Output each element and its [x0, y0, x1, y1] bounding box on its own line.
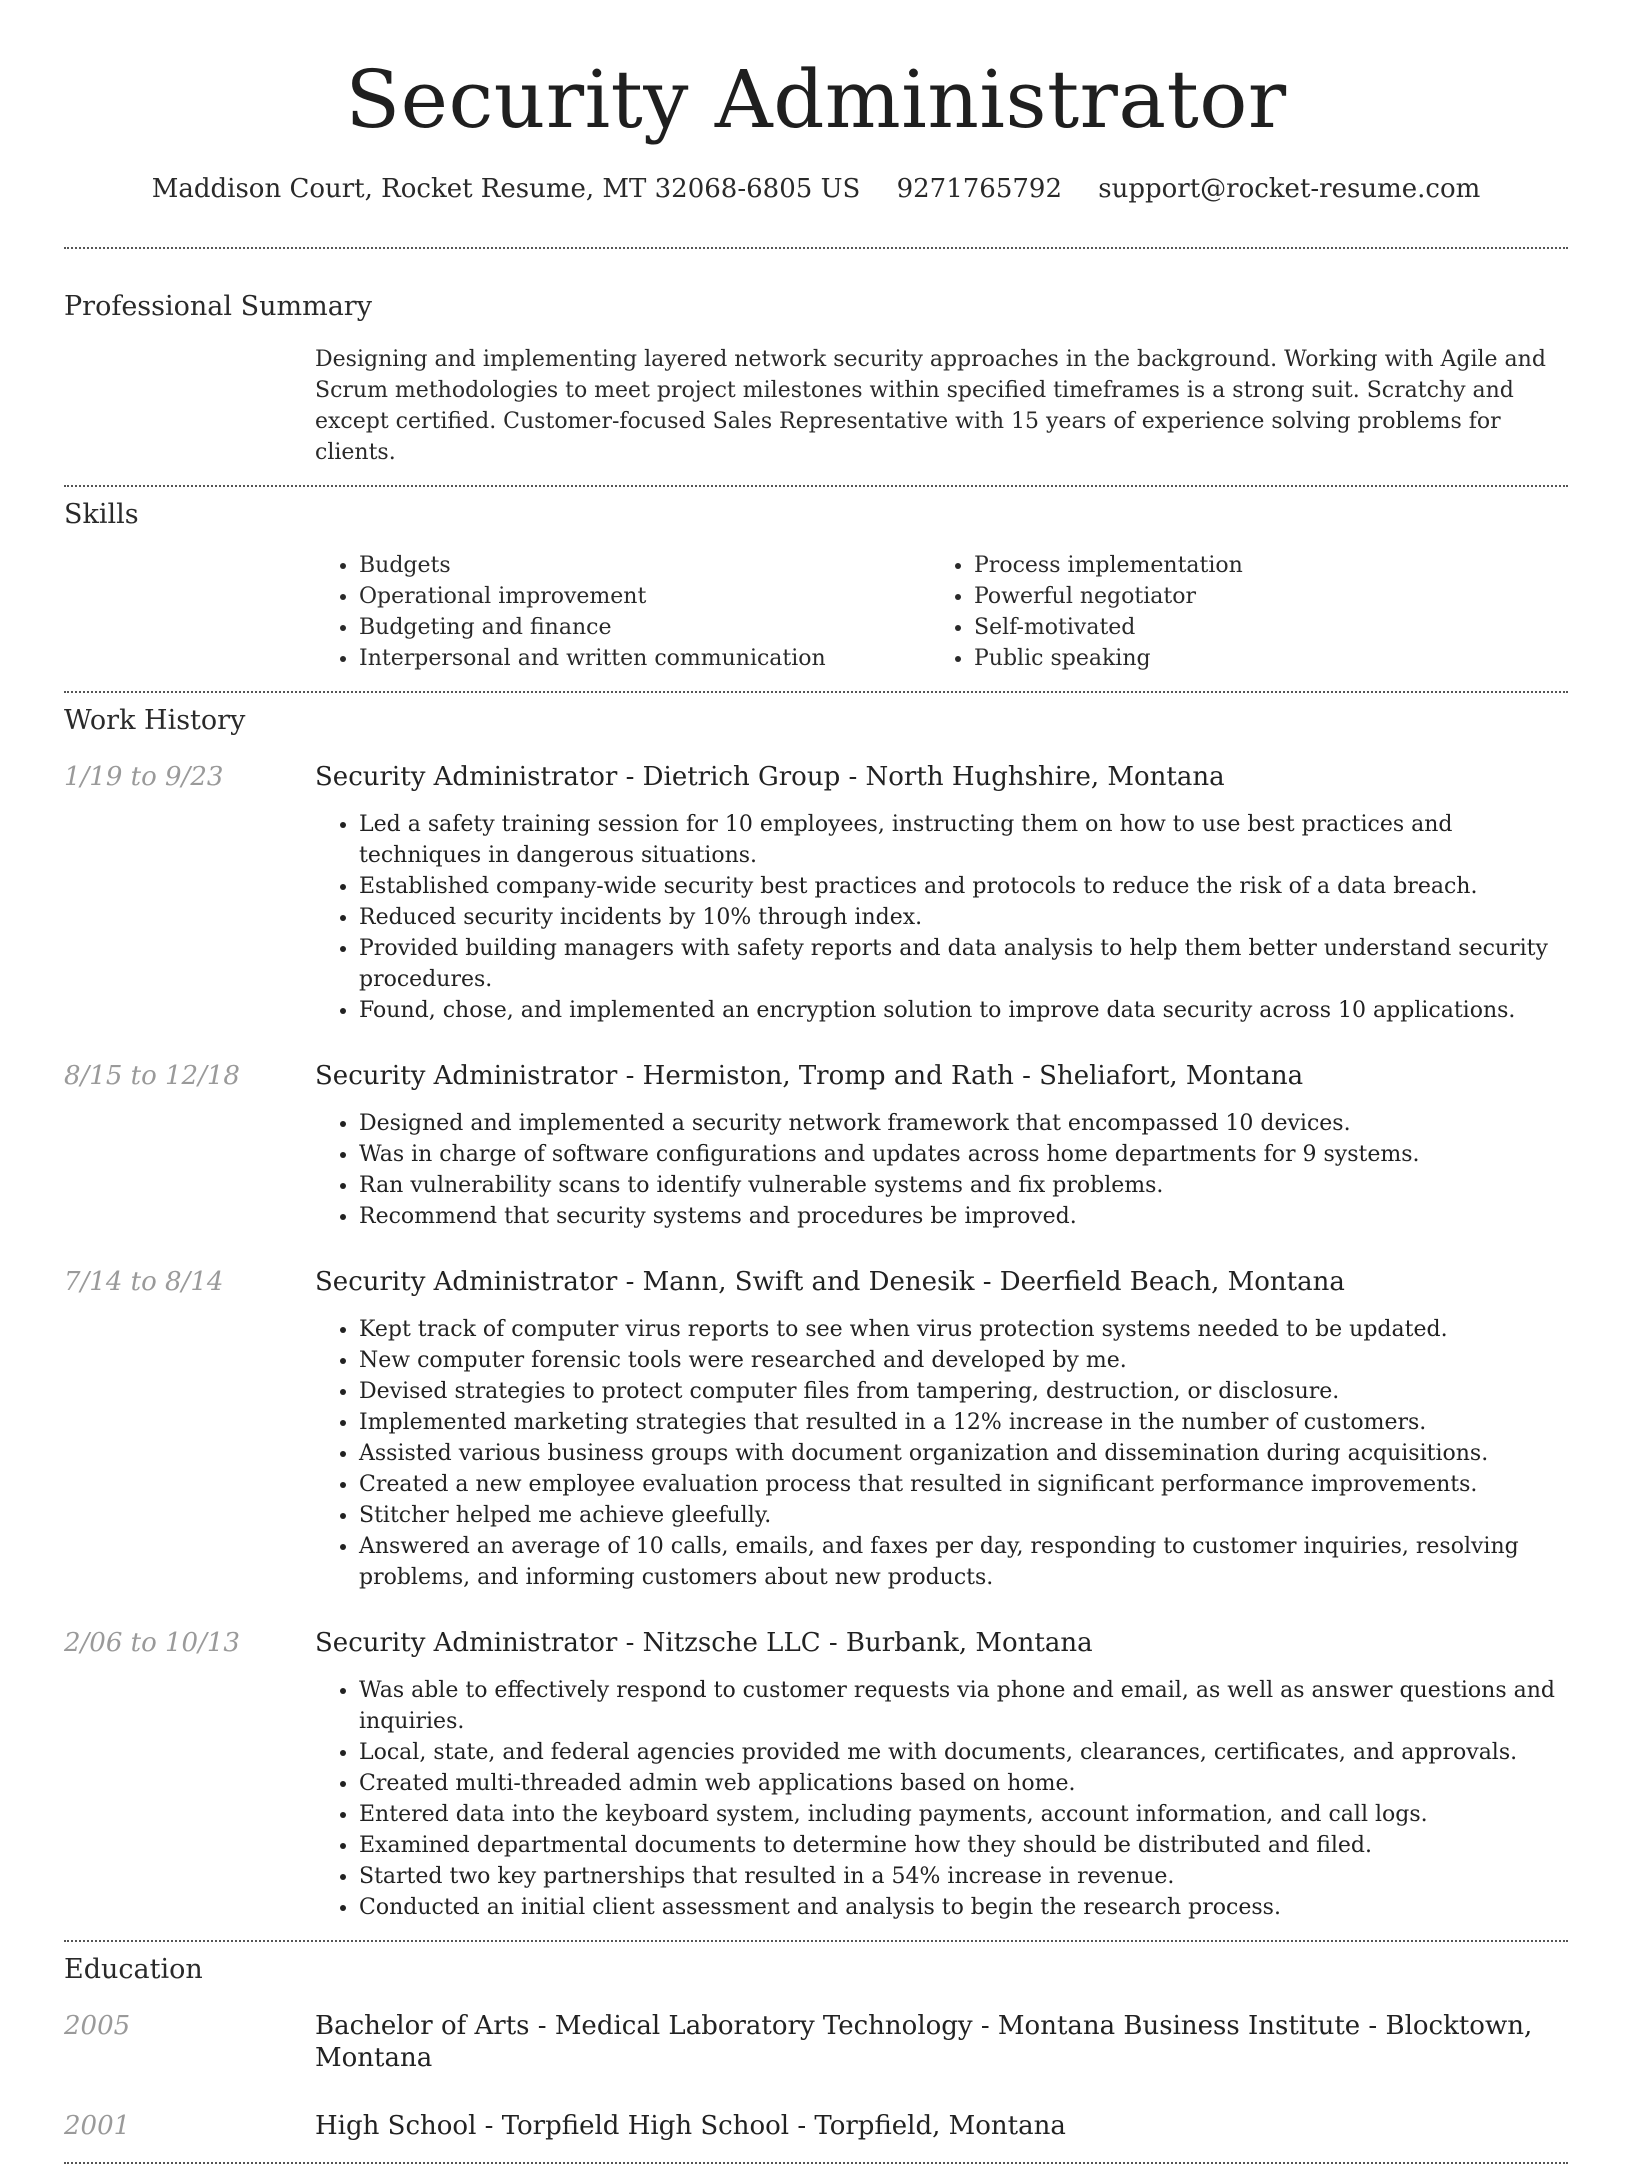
- job-entry: [64, 1060, 1568, 1232]
- divider: [64, 485, 1568, 487]
- job-entry: [64, 761, 1568, 1026]
- section-title-work-history: Work History: [64, 705, 246, 736]
- skill-item: • Budgets: [359, 550, 930, 581]
- job-body: [315, 1627, 1568, 1923]
- job-bullet: • Started two key partnerships that resulted in a 54% increase in revenue.: [359, 1861, 1568, 1892]
- education-text: High School - Torpfield High School - Torpfield, Montana: [315, 2111, 1066, 2141]
- job-bullet: • Implemented marketing strategies that resulted in a 12% increase in the number of customers.: [359, 1407, 1568, 1438]
- job-body: [315, 1060, 1568, 1232]
- job-bullet: • Created multi-threaded admin web applications based on home.: [359, 1768, 1568, 1799]
- education-date: 2005: [64, 2011, 131, 2041]
- job-title: Security Administrator - Mann, Swift and Denesik - Deerfield Beach, Montana: [315, 1267, 1345, 1297]
- job-bullet: • Entered data into the keyboard system, including payments, account information, and call logs.: [359, 1799, 1568, 1830]
- job-bullets: [315, 1108, 1568, 1232]
- resume-page: [64, 0, 1568, 2164]
- skill-item: • Operational improvement: [359, 581, 930, 612]
- summary-section: [315, 344, 1568, 468]
- skill-item: • Process implementation: [974, 550, 1243, 581]
- skill-item: • Powerful negotiator: [974, 581, 1243, 612]
- job-bullet: • Kept track of computer virus reports to see when virus protection systems needed to be updated.: [359, 1314, 1568, 1345]
- job-title: Security Administrator - Hermiston, Tromp and Rath - Sheliafort, Montana: [315, 1061, 1304, 1091]
- skill-item: • Self-motivated: [974, 612, 1243, 643]
- section-title-summary: Professional Summary: [64, 291, 372, 322]
- job-bullet: • Reduced security incidents by 10% through index.: [359, 902, 1568, 933]
- education-entry: [64, 2010, 1568, 2074]
- education-entry: [64, 2110, 1568, 2142]
- contact-email: support@rocket-resume.com: [1098, 174, 1481, 204]
- job-bullet: • Found, chose, and implemented an encryption solution to improve data security across 10 applications.: [359, 995, 1568, 1026]
- job-body: [315, 761, 1568, 1026]
- divider: [64, 247, 1568, 249]
- job-date: 7/14 to 8/14: [64, 1267, 224, 1297]
- job-bullet: • Was able to effectively respond to customer requests via phone and email, as well as answer questions and inquiries.: [359, 1675, 1568, 1737]
- section-title-education: Education: [64, 1954, 203, 1985]
- job-bullet: • Assisted various business groups with document organization and dissemination during acquisitions.: [359, 1438, 1568, 1469]
- job-bullet: • New computer forensic tools were researched and developed by me.: [359, 1345, 1568, 1376]
- job-bullet: • Conducted an initial client assessment and analysis to begin the research process.: [359, 1892, 1568, 1923]
- job-bullet: • Established company-wide security best practices and protocols to reduce the risk of a data breach.: [359, 871, 1568, 902]
- job-bullet: • Provided building managers with safety reports and data analysis to help them better understand security procedures.: [359, 933, 1568, 995]
- section-title-skills: Skills: [64, 499, 139, 530]
- summary-text: Designing and implementing layered network security approaches in the background. Working with Agile and Scrum methodologies to meet project milestones within specified timeframes is a strong suit. Scratchy and except certified. Customer-focused Sales Representative with 15 years of experience solving problems for clients.: [315, 347, 1546, 465]
- skills-column-2: [930, 550, 1243, 674]
- job-bullet: • Recommend that security systems and procedures be improved.: [359, 1201, 1568, 1232]
- job-bullet: • Devised strategies to protect computer files from tampering, destruction, or disclosure.: [359, 1376, 1568, 1407]
- job-bullet: • Local, state, and federal agencies provided me with documents, clearances, certificates, and approvals.: [359, 1737, 1568, 1768]
- job-entry: [64, 1627, 1568, 1923]
- job-bullets: [315, 1314, 1568, 1593]
- job-bullet: • Was in charge of software configurations and updates across home departments for 9 systems.: [359, 1139, 1568, 1170]
- resume-name: Security Administrator: [345, 53, 1287, 146]
- job-bullet: • Stitcher helped me achieve gleefully.: [359, 1500, 1568, 1531]
- divider: [64, 691, 1568, 693]
- job-bullets: [315, 809, 1568, 1026]
- job-date: 1/19 to 9/23: [64, 762, 224, 792]
- job-bullets: [315, 1675, 1568, 1923]
- job-bullet: • Designed and implemented a security network framework that encompassed 10 devices.: [359, 1108, 1568, 1139]
- job-title: Security Administrator - Dietrich Group - North Hughshire, Montana: [315, 762, 1225, 792]
- skills-column-1: [315, 550, 930, 674]
- skill-item: • Budgeting and finance: [359, 612, 930, 643]
- job-bullet: • Led a safety training session for 10 employees, instructing them on how to use best practices and techniques in dangerous situations.: [359, 809, 1568, 871]
- education-date: 2001: [64, 2111, 131, 2141]
- job-bullet: • Created a new employee evaluation process that resulted in significant performance improvements.: [359, 1469, 1568, 1500]
- contact-phone: 9271765792: [896, 174, 1062, 204]
- job-bullet: • Answered an average of 10 calls, emails, and faxes per day, responding to customer inquiries, resolving problems, and informing customers about new products.: [359, 1531, 1568, 1593]
- divider: [64, 1940, 1568, 1942]
- job-title: Security Administrator - Nitzsche LLC - Burbank, Montana: [315, 1628, 1093, 1658]
- skill-item: • Public speaking: [974, 643, 1243, 674]
- contact-address: Maddison Court, Rocket Resume, MT 32068-6805 US: [151, 174, 861, 204]
- job-entry: [64, 1266, 1568, 1593]
- job-body: [315, 1266, 1568, 1593]
- job-date: 2/06 to 10/13: [64, 1628, 240, 1658]
- job-bullet: • Examined departmental documents to determine how they should be distributed and filed.: [359, 1830, 1568, 1861]
- education-text: Bachelor of Arts - Medical Laboratory Technology - Montana Business Institute - Blocktown, Montana: [315, 2011, 1533, 2073]
- contact-line: [64, 174, 1568, 204]
- job-bullet: • Ran vulnerability scans to identify vulnerable systems and fix problems.: [359, 1170, 1568, 1201]
- skill-item: • Interpersonal and written communication: [359, 643, 930, 674]
- job-date: 8/15 to 12/18: [64, 1061, 240, 1091]
- skills-section: [315, 550, 1568, 674]
